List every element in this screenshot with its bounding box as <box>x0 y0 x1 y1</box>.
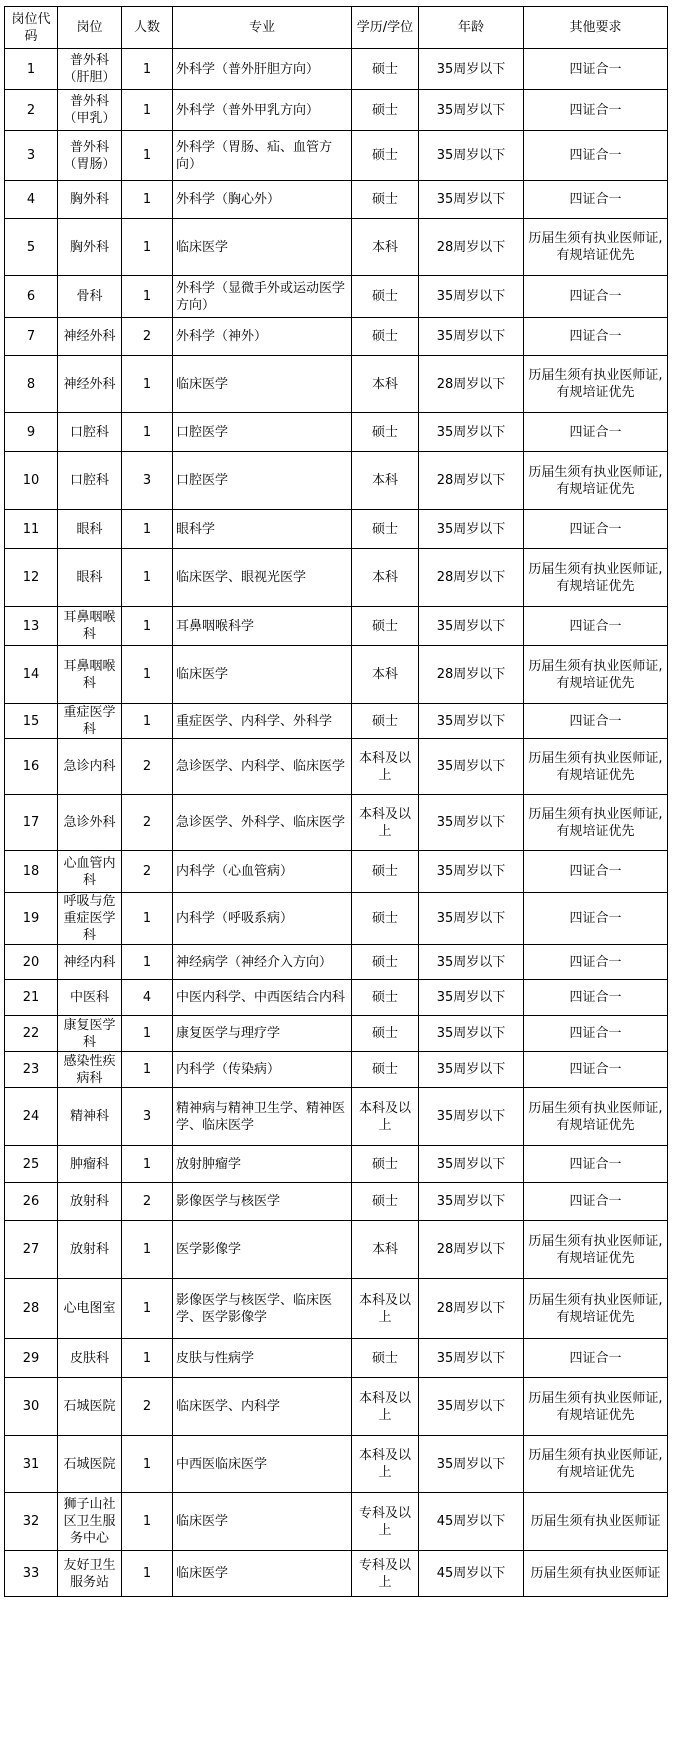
cell-post: 肿瘤科 <box>58 1146 122 1183</box>
cell-degree: 硕士 <box>352 49 419 90</box>
cell-other: 历届生须有执业医师证,有规培证优先 <box>524 1378 668 1436</box>
cell-degree: 本科 <box>352 356 419 413</box>
table-row <box>5 1221 668 1279</box>
cell-count: 1 <box>122 893 173 945</box>
cell-age: 28周岁以下 <box>419 549 524 607</box>
cell-degree: 硕士 <box>352 704 419 739</box>
cell-code: 13 <box>5 607 58 646</box>
cell-post: 放射科 <box>58 1221 122 1279</box>
cell-count: 2 <box>122 1378 173 1436</box>
cell-major: 精神病与精神卫生学、精神医学、临床医学 <box>173 1088 352 1146</box>
cell-post: 狮子山社区卫生服务中心 <box>58 1493 122 1551</box>
cell-age: 35周岁以下 <box>419 945 524 980</box>
cell-count: 1 <box>122 1052 173 1088</box>
cell-count: 1 <box>122 1146 173 1183</box>
cell-code: 11 <box>5 510 58 549</box>
cell-post: 口腔科 <box>58 413 122 452</box>
header-code: 岗位代码 <box>5 7 58 49</box>
cell-age: 35周岁以下 <box>419 1436 524 1493</box>
cell-post: 石城医院 <box>58 1378 122 1436</box>
cell-count: 3 <box>122 1088 173 1146</box>
cell-major: 急诊医学、外科学、临床医学 <box>173 795 352 851</box>
cell-count: 1 <box>122 510 173 549</box>
cell-code: 27 <box>5 1221 58 1279</box>
cell-count: 1 <box>122 276 173 318</box>
cell-age: 35周岁以下 <box>419 1183 524 1221</box>
cell-major: 外科学（普外肝胆方向） <box>173 49 352 90</box>
cell-age: 35周岁以下 <box>419 1016 524 1052</box>
cell-major: 影像医学与核医学、临床医学、医学影像学 <box>173 1279 352 1339</box>
cell-age: 45周岁以下 <box>419 1493 524 1551</box>
table-row <box>5 49 668 90</box>
cell-count: 1 <box>122 1339 173 1378</box>
cell-post: 中医科 <box>58 980 122 1016</box>
cell-post: 胸外科 <box>58 219 122 276</box>
table-row <box>5 276 668 318</box>
header-other: 其他要求 <box>524 7 668 49</box>
cell-code: 23 <box>5 1052 58 1088</box>
cell-degree: 硕士 <box>352 893 419 945</box>
cell-other: 历届生须有执业医师证,有规培证优先 <box>524 356 668 413</box>
cell-major: 医学影像学 <box>173 1221 352 1279</box>
cell-post: 急诊内科 <box>58 739 122 795</box>
cell-count: 1 <box>122 90 173 131</box>
cell-age: 35周岁以下 <box>419 90 524 131</box>
table-row <box>5 1088 668 1146</box>
cell-other: 历届生须有执业医师证 <box>524 1551 668 1597</box>
cell-post: 皮肤科 <box>58 1339 122 1378</box>
cell-other: 四证合一 <box>524 318 668 356</box>
cell-code: 25 <box>5 1146 58 1183</box>
table-row <box>5 219 668 276</box>
cell-other: 四证合一 <box>524 945 668 980</box>
cell-code: 33 <box>5 1551 58 1597</box>
cell-degree: 本科 <box>352 452 419 510</box>
table-row <box>5 704 668 739</box>
table-row <box>5 607 668 646</box>
cell-other: 历届生须有执业医师证,有规培证优先 <box>524 452 668 510</box>
cell-other: 四证合一 <box>524 1183 668 1221</box>
cell-count: 2 <box>122 795 173 851</box>
cell-age: 35周岁以下 <box>419 704 524 739</box>
cell-other: 历届生须有执业医师证,有规培证优先 <box>524 219 668 276</box>
cell-count: 1 <box>122 646 173 704</box>
cell-degree: 硕士 <box>352 1146 419 1183</box>
cell-count: 1 <box>122 704 173 739</box>
cell-count: 4 <box>122 980 173 1016</box>
cell-degree: 本科 <box>352 1221 419 1279</box>
cell-post: 心电图室 <box>58 1279 122 1339</box>
cell-code: 26 <box>5 1183 58 1221</box>
cell-count: 1 <box>122 219 173 276</box>
cell-major: 临床医学 <box>173 356 352 413</box>
cell-post: 普外科（肝胆） <box>58 49 122 90</box>
cell-code: 17 <box>5 795 58 851</box>
table-row <box>5 318 668 356</box>
cell-major: 内科学（呼吸系病） <box>173 893 352 945</box>
cell-major: 外科学（胸心外） <box>173 181 352 219</box>
cell-post: 神经外科 <box>58 356 122 413</box>
cell-degree: 硕士 <box>352 181 419 219</box>
cell-degree: 本科及以上 <box>352 1378 419 1436</box>
cell-count: 2 <box>122 851 173 893</box>
table-row <box>5 356 668 413</box>
cell-post: 胸外科 <box>58 181 122 219</box>
table-row <box>5 1052 668 1088</box>
table-row <box>5 945 668 980</box>
table-row <box>5 646 668 704</box>
cell-major: 外科学（普外甲乳方向） <box>173 90 352 131</box>
cell-code: 21 <box>5 980 58 1016</box>
table-row <box>5 795 668 851</box>
cell-count: 1 <box>122 549 173 607</box>
cell-post: 呼吸与危重症医学科 <box>58 893 122 945</box>
header-age: 年龄 <box>419 7 524 49</box>
cell-age: 35周岁以下 <box>419 131 524 181</box>
cell-degree: 本科 <box>352 219 419 276</box>
cell-code: 4 <box>5 181 58 219</box>
cell-age: 28周岁以下 <box>419 1221 524 1279</box>
cell-major: 中西医临床医学 <box>173 1436 352 1493</box>
cell-age: 28周岁以下 <box>419 356 524 413</box>
cell-other: 历届生须有执业医师证,有规培证优先 <box>524 1088 668 1146</box>
cell-major: 耳鼻咽喉科学 <box>173 607 352 646</box>
cell-degree: 硕士 <box>352 413 419 452</box>
cell-degree: 硕士 <box>352 131 419 181</box>
cell-code: 10 <box>5 452 58 510</box>
cell-post: 普外科（甲乳） <box>58 90 122 131</box>
cell-major: 康复医学与理疗学 <box>173 1016 352 1052</box>
table-row <box>5 1378 668 1436</box>
cell-count: 2 <box>122 318 173 356</box>
cell-degree: 本科 <box>352 549 419 607</box>
cell-count: 1 <box>122 607 173 646</box>
cell-major: 临床医学 <box>173 646 352 704</box>
cell-other: 历届生须有执业医师证,有规培证优先 <box>524 1436 668 1493</box>
cell-age: 28周岁以下 <box>419 452 524 510</box>
cell-count: 3 <box>122 452 173 510</box>
cell-degree: 专科及以上 <box>352 1493 419 1551</box>
cell-other: 历届生须有执业医师证,有规培证优先 <box>524 739 668 795</box>
cell-count: 1 <box>122 181 173 219</box>
cell-degree: 硕士 <box>352 945 419 980</box>
cell-post: 石城医院 <box>58 1436 122 1493</box>
cell-count: 1 <box>122 1493 173 1551</box>
table-row <box>5 452 668 510</box>
cell-post: 神经外科 <box>58 318 122 356</box>
cell-degree: 硕士 <box>352 1016 419 1052</box>
table-row <box>5 413 668 452</box>
cell-post: 感染性疾病科 <box>58 1052 122 1088</box>
cell-degree: 硕士 <box>352 607 419 646</box>
cell-degree: 本科及以上 <box>352 739 419 795</box>
cell-code: 12 <box>5 549 58 607</box>
cell-major: 临床医学 <box>173 219 352 276</box>
cell-other: 历届生须有执业医师证,有规培证优先 <box>524 646 668 704</box>
cell-post: 耳鼻咽喉科 <box>58 646 122 704</box>
cell-post: 骨科 <box>58 276 122 318</box>
cell-major: 皮肤与性病学 <box>173 1339 352 1378</box>
cell-age: 35周岁以下 <box>419 1339 524 1378</box>
cell-code: 32 <box>5 1493 58 1551</box>
table-row <box>5 893 668 945</box>
header-degree: 学历/学位 <box>352 7 419 49</box>
cell-age: 35周岁以下 <box>419 980 524 1016</box>
table-row <box>5 1339 668 1378</box>
cell-age: 35周岁以下 <box>419 49 524 90</box>
cell-code: 7 <box>5 318 58 356</box>
cell-count: 1 <box>122 945 173 980</box>
cell-code: 16 <box>5 739 58 795</box>
table-row <box>5 1493 668 1551</box>
cell-age: 28周岁以下 <box>419 219 524 276</box>
cell-code: 19 <box>5 893 58 945</box>
cell-degree: 本科及以上 <box>352 795 419 851</box>
cell-age: 35周岁以下 <box>419 1146 524 1183</box>
cell-major: 临床医学、内科学 <box>173 1378 352 1436</box>
cell-major: 临床医学 <box>173 1493 352 1551</box>
cell-other: 历届生须有执业医师证,有规培证优先 <box>524 549 668 607</box>
cell-post: 心血管内科 <box>58 851 122 893</box>
table-row <box>5 549 668 607</box>
cell-other: 四证合一 <box>524 181 668 219</box>
cell-count: 1 <box>122 356 173 413</box>
cell-major: 影像医学与核医学 <box>173 1183 352 1221</box>
cell-degree: 硕士 <box>352 318 419 356</box>
cell-age: 35周岁以下 <box>419 1052 524 1088</box>
cell-major: 放射肿瘤学 <box>173 1146 352 1183</box>
cell-count: 1 <box>122 413 173 452</box>
cell-count: 2 <box>122 1183 173 1221</box>
cell-post: 耳鼻咽喉科 <box>58 607 122 646</box>
table-row <box>5 1279 668 1339</box>
cell-count: 2 <box>122 739 173 795</box>
header-major: 专业 <box>173 7 352 49</box>
cell-major: 神经病学（神经介入方向） <box>173 945 352 980</box>
cell-count: 1 <box>122 1436 173 1493</box>
cell-code: 5 <box>5 219 58 276</box>
cell-code: 3 <box>5 131 58 181</box>
cell-degree: 本科及以上 <box>352 1088 419 1146</box>
table-row <box>5 181 668 219</box>
cell-degree: 本科及以上 <box>352 1279 419 1339</box>
cell-degree: 硕士 <box>352 276 419 318</box>
cell-count: 1 <box>122 49 173 90</box>
cell-age: 45周岁以下 <box>419 1551 524 1597</box>
cell-age: 35周岁以下 <box>419 893 524 945</box>
table-row <box>5 1183 668 1221</box>
cell-age: 35周岁以下 <box>419 181 524 219</box>
cell-age: 35周岁以下 <box>419 413 524 452</box>
table-row <box>5 1146 668 1183</box>
cell-count: 1 <box>122 1221 173 1279</box>
cell-major: 眼科学 <box>173 510 352 549</box>
cell-count: 1 <box>122 1551 173 1597</box>
table-body <box>5 49 668 1597</box>
cell-age: 35周岁以下 <box>419 1378 524 1436</box>
cell-other: 四证合一 <box>524 893 668 945</box>
cell-degree: 硕士 <box>352 1052 419 1088</box>
cell-other: 四证合一 <box>524 1016 668 1052</box>
cell-degree: 硕士 <box>352 1183 419 1221</box>
cell-code: 22 <box>5 1016 58 1052</box>
cell-other: 四证合一 <box>524 980 668 1016</box>
cell-code: 2 <box>5 90 58 131</box>
cell-count: 1 <box>122 1016 173 1052</box>
cell-major: 外科学（胃肠、疝、血管方向） <box>173 131 352 181</box>
cell-degree: 专科及以上 <box>352 1551 419 1597</box>
cell-other: 四证合一 <box>524 1052 668 1088</box>
cell-major: 口腔医学 <box>173 452 352 510</box>
table-row <box>5 739 668 795</box>
cell-major: 临床医学 <box>173 1551 352 1597</box>
cell-other: 四证合一 <box>524 413 668 452</box>
cell-other: 四证合一 <box>524 510 668 549</box>
cell-other: 四证合一 <box>524 704 668 739</box>
cell-post: 神经内科 <box>58 945 122 980</box>
cell-code: 6 <box>5 276 58 318</box>
cell-age: 28周岁以下 <box>419 1279 524 1339</box>
table-row <box>5 510 668 549</box>
cell-major: 临床医学、眼视光医学 <box>173 549 352 607</box>
cell-post: 急诊外科 <box>58 795 122 851</box>
cell-post: 眼科 <box>58 510 122 549</box>
cell-other: 四证合一 <box>524 49 668 90</box>
table-row <box>5 851 668 893</box>
cell-count: 1 <box>122 1279 173 1339</box>
cell-age: 35周岁以下 <box>419 795 524 851</box>
header-count: 人数 <box>122 7 173 49</box>
cell-major: 急诊医学、内科学、临床医学 <box>173 739 352 795</box>
cell-code: 18 <box>5 851 58 893</box>
cell-major: 内科学（传染病） <box>173 1052 352 1088</box>
cell-age: 35周岁以下 <box>419 1088 524 1146</box>
cell-other: 四证合一 <box>524 276 668 318</box>
cell-count: 1 <box>122 131 173 181</box>
cell-code: 1 <box>5 49 58 90</box>
table-row <box>5 131 668 181</box>
cell-post: 眼科 <box>58 549 122 607</box>
cell-major: 外科学（显微手外或运动医学方向） <box>173 276 352 318</box>
cell-major: 重症医学、内科学、外科学 <box>173 704 352 739</box>
cell-other: 四证合一 <box>524 90 668 131</box>
cell-other: 历届生须有执业医师证,有规培证优先 <box>524 1279 668 1339</box>
cell-code: 20 <box>5 945 58 980</box>
cell-degree: 硕士 <box>352 1339 419 1378</box>
table-row <box>5 1551 668 1597</box>
cell-age: 35周岁以下 <box>419 607 524 646</box>
cell-post: 口腔科 <box>58 452 122 510</box>
cell-code: 8 <box>5 356 58 413</box>
cell-degree: 硕士 <box>352 980 419 1016</box>
table-row <box>5 980 668 1016</box>
cell-code: 30 <box>5 1378 58 1436</box>
cell-other: 四证合一 <box>524 851 668 893</box>
cell-code: 31 <box>5 1436 58 1493</box>
cell-age: 28周岁以下 <box>419 646 524 704</box>
cell-degree: 硕士 <box>352 90 419 131</box>
cell-other: 历届生须有执业医师证 <box>524 1493 668 1551</box>
cell-other: 四证合一 <box>524 131 668 181</box>
cell-degree: 本科 <box>352 646 419 704</box>
cell-major: 中医内科学、中西医结合内科 <box>173 980 352 1016</box>
cell-major: 外科学（神外） <box>173 318 352 356</box>
cell-age: 35周岁以下 <box>419 739 524 795</box>
cell-age: 35周岁以下 <box>419 851 524 893</box>
cell-other: 历届生须有执业医师证,有规培证优先 <box>524 795 668 851</box>
cell-age: 35周岁以下 <box>419 510 524 549</box>
cell-post: 友好卫生服务站 <box>58 1551 122 1597</box>
cell-post: 精神科 <box>58 1088 122 1146</box>
cell-code: 28 <box>5 1279 58 1339</box>
cell-other: 四证合一 <box>524 607 668 646</box>
cell-other: 四证合一 <box>524 1146 668 1183</box>
cell-code: 15 <box>5 704 58 739</box>
cell-post: 普外科（胃肠） <box>58 131 122 181</box>
cell-code: 14 <box>5 646 58 704</box>
cell-code: 29 <box>5 1339 58 1378</box>
cell-post: 放射科 <box>58 1183 122 1221</box>
table-row <box>5 1436 668 1493</box>
cell-age: 35周岁以下 <box>419 276 524 318</box>
header-post: 岗位 <box>58 7 122 49</box>
header-row <box>5 7 668 49</box>
table-row <box>5 90 668 131</box>
recruitment-table <box>4 6 668 1597</box>
cell-code: 9 <box>5 413 58 452</box>
cell-code: 24 <box>5 1088 58 1146</box>
cell-major: 口腔医学 <box>173 413 352 452</box>
cell-degree: 本科及以上 <box>352 1436 419 1493</box>
cell-degree: 硕士 <box>352 851 419 893</box>
cell-degree: 硕士 <box>352 510 419 549</box>
cell-other: 四证合一 <box>524 1339 668 1378</box>
cell-post: 重症医学科 <box>58 704 122 739</box>
cell-age: 35周岁以下 <box>419 318 524 356</box>
cell-post: 康复医学科 <box>58 1016 122 1052</box>
table-row <box>5 1016 668 1052</box>
cell-other: 历届生须有执业医师证,有规培证优先 <box>524 1221 668 1279</box>
cell-major: 内科学（心血管病） <box>173 851 352 893</box>
